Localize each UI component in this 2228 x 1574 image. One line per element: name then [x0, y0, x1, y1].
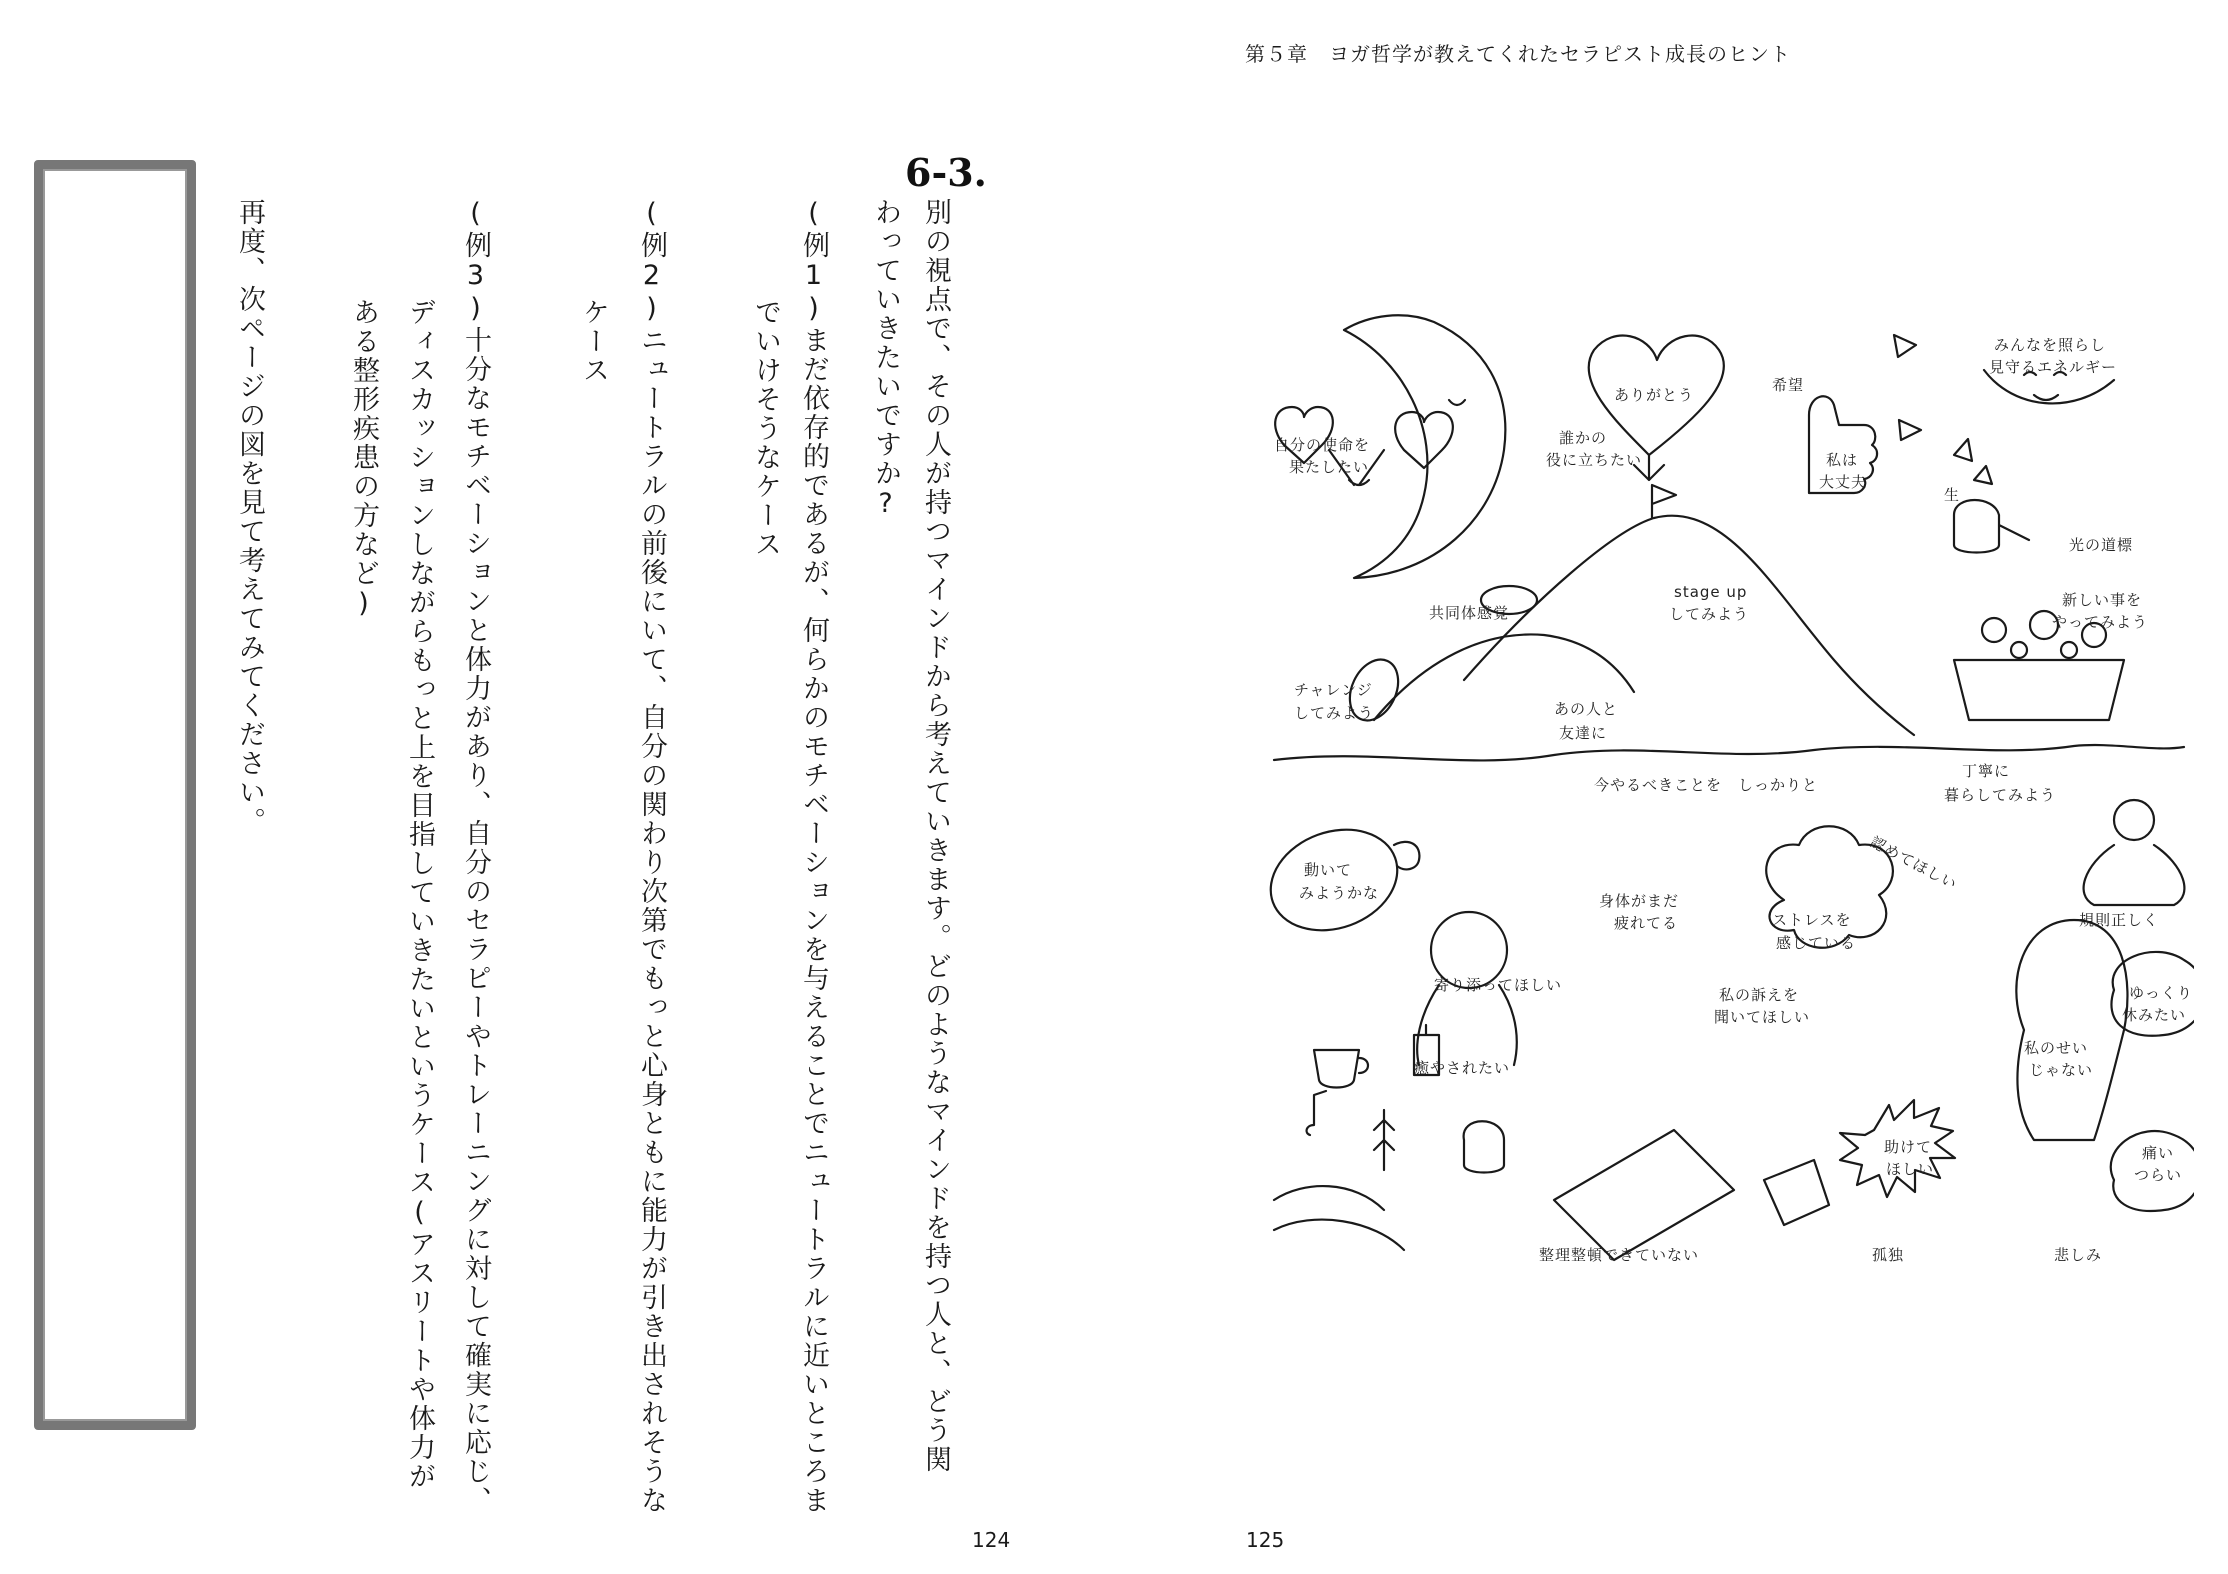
label-stay-close: 寄り添ってほしい [1434, 976, 1563, 994]
label-light-everyone-1: みんなを照らし [1994, 336, 2107, 354]
mindset-illustration [1254, 300, 2194, 1280]
triangle-icon [1899, 420, 1921, 440]
label-carefully-2: 暮らしてみよう [1944, 786, 2057, 804]
right-page [1114, 0, 2228, 1574]
body-column-8: ディスカッションしながらもっと上を目指していきたいというケース(アスリートや体力が [404, 298, 435, 1491]
label-thanks: ありがとう [1614, 386, 1695, 404]
turtle-icon [1257, 813, 1412, 948]
label-challenge-1: チャレンジ [1294, 681, 1373, 699]
label-new-things-1: 新しい事を [2062, 591, 2143, 609]
person-icon [2114, 800, 2154, 840]
label-help-me-1: 助けて [1884, 1138, 1933, 1156]
heart-icon [1275, 407, 1333, 463]
label-friends-1: あの人と [1554, 700, 1619, 718]
label-stage-up-2: してみよう [1669, 605, 1750, 623]
label-body-tired-2: 疲れてる [1614, 914, 1679, 932]
label-helpful-2: 役に立ちたい [1546, 451, 1643, 469]
label-recognize: 認めてほしい [1867, 832, 1961, 894]
label-carefully-1: 丁寧に [1962, 762, 2011, 780]
label-hope: 希望 [1772, 376, 1805, 394]
label-try-move-2: みようかな [1299, 884, 1380, 902]
heart-icon [1395, 412, 1453, 468]
page-number-right: 125 [1246, 1528, 1285, 1552]
page-number-left: 124 [972, 1528, 1011, 1552]
hill-large [1464, 516, 1914, 735]
label-stress-1: ストレスを [1772, 911, 1852, 929]
label-mission-2: 果たしたい [1289, 458, 1370, 476]
bucket-icon [1764, 1160, 1829, 1225]
label-community: 共同体感覚 [1429, 604, 1510, 622]
label-friends-2: 友達に [1559, 724, 1608, 742]
label-painful-1: 痛い [2142, 1144, 2175, 1162]
person-icon [2016, 920, 2127, 1140]
running-head: 第５章 ヨガ哲学が教えてくれたセラピスト成長のヒント [1245, 42, 1791, 66]
label-regular: 規則正しく [2079, 911, 2160, 929]
body-column-7: (例3)十分なモチベーションと体力があり、自分のセラピーやトレーニングに対して確実に応じ、 [460, 198, 491, 1515]
body-column-9: ある整形疾患の方など) [348, 298, 379, 621]
label-stage-up-1: stage up [1674, 583, 1748, 601]
label-ok-2: 大丈夫 [1819, 473, 1868, 491]
music-note-icon [1307, 1091, 1326, 1135]
body-column-5: (例2)ニュートラルの前後にいて、自分の関わり次第でもっと心身ともに能力が引き出されそうな [636, 198, 667, 1515]
label-now-do: 今やるべきことを しっかりと [1594, 776, 1819, 794]
label-rest-2: 休みたい [2122, 1006, 2187, 1024]
label-lonely: 孤独 [1872, 1246, 1905, 1264]
label-body-tired-1: 身体がまだ [1599, 892, 1680, 910]
flower-pot [1954, 660, 2124, 720]
label-rest-1: ゆっくり [2129, 984, 2193, 1002]
label-light-everyone-2: 見守るエネルギー [1989, 358, 2118, 376]
triangle-icon [1894, 335, 1916, 357]
label-messy: 整理整頓できていない [1539, 1246, 1700, 1264]
label-mission-1: 自分の使命を [1274, 436, 1371, 454]
label-listen-2: 聞いてほしい [1714, 1008, 1811, 1026]
cup-icon [1314, 1050, 1368, 1088]
label-life: 生 [1944, 486, 1961, 504]
triangle-icon [1974, 466, 1992, 484]
flag [1652, 485, 1676, 518]
body-column-4: でいけそうなケース [750, 298, 781, 559]
label-helpful-1: 誰かの [1559, 429, 1608, 447]
watering-can-icon [1954, 500, 2029, 553]
label-challenge-2: してみよう [1294, 704, 1375, 722]
illustration-svg [1254, 300, 2194, 1280]
label-healed: 癒やされたい [1414, 1059, 1511, 1077]
jar-icon [1464, 1121, 1504, 1172]
body-column-2: わっていきたいですか? [870, 198, 901, 521]
label-not-my-fault-2: じゃない [2029, 1061, 2094, 1079]
body-column-1: 別の視点で、その人が持つマインドから考えていきます。どのようなマインドを持つ人と、どう関 [920, 198, 951, 1474]
label-ok-1: 私は [1826, 451, 1859, 469]
body-column-6: ケース [578, 298, 609, 385]
plant-icon [1374, 1110, 1394, 1170]
note-frame [34, 160, 196, 1430]
label-help-me-2: ほしい [1886, 1160, 1935, 1178]
arm-icon [1274, 1186, 1404, 1250]
label-new-things-2: やってみよう [2052, 613, 2149, 631]
paper-icon [1554, 1130, 1734, 1260]
ground-line [1274, 745, 2184, 760]
label-painful-2: つらい [2134, 1166, 2183, 1184]
body-column-10: 再度、次ページの図を見て考えてみてください。 [234, 198, 265, 836]
section-number: 6-3. [905, 150, 987, 195]
label-stress-2: 感じている [1776, 934, 1857, 952]
label-try-move-1: 動いて [1304, 861, 1353, 879]
triangle-icon [1954, 439, 1972, 461]
body-column-3: (例1)まだ依存的であるが、何らかのモチベーションを与えることでニュートラルに近いところま [798, 198, 829, 1515]
label-light-guide: 光の道標 [2069, 536, 2134, 554]
label-not-my-fault-1: 私のせい [2024, 1039, 2089, 1057]
label-sadness: 悲しみ [2054, 1246, 2103, 1264]
label-listen-1: 私の訴えを [1719, 986, 1800, 1004]
